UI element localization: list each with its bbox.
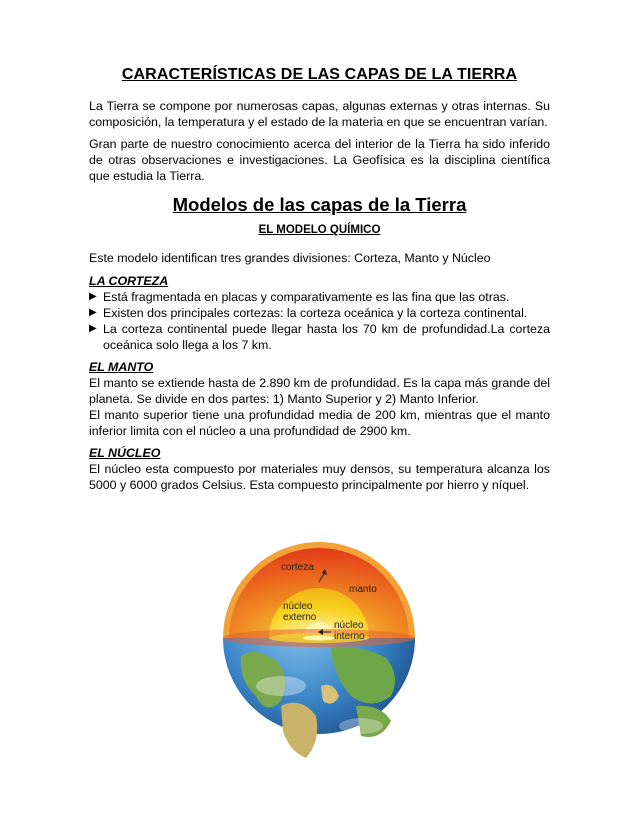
list-item	[89, 321, 550, 353]
manto-text-2: El manto superior tiene una profundidad media de 200 km, mientras que el manto inferior limita con el núcleo a una profundidad de 2900 km.	[89, 408, 550, 438]
intro-paragraph-2: Gran parte de nuestro conocimiento acerca del interior de la Tierra ha sido inferido de otras observaciones e investigaciones. La Geofísica es la disciplina científica que estudia la Tierra.	[89, 137, 550, 183]
right-triangle-icon: ▶	[89, 291, 97, 302]
corteza-bullet-list	[89, 289, 550, 353]
label-corteza: corteza	[281, 562, 314, 573]
bullet-text: Existen dos principales cortezas: la corteza oceánica y la corteza continental.	[103, 306, 528, 320]
manto-section	[89, 359, 550, 439]
list-item	[89, 305, 550, 321]
nucleo-section	[89, 445, 550, 493]
document-title: CARACTERÍSTICAS DE LAS CAPAS DE LA TIERRA	[121, 66, 518, 83]
earth-layers-figure	[221, 536, 417, 786]
nucleo-text: El núcleo esta compuesto por materiales muy densos, su temperatura alcanza los 5000 y 6000 grados Celsius. Esta compuesto principalmente por hierro y níquel.	[89, 462, 550, 492]
right-triangle-icon: ▶	[89, 323, 97, 334]
models-heading: Modelos de las capas de la Tierra	[172, 194, 467, 215]
model-subheading: EL MODELO QUÍMICO	[258, 224, 381, 236]
bullet-text: La corteza continental puede llegar hasta los 70 km de profundidad.La corteza oceánica solo llega a los 7 km.	[103, 322, 550, 352]
document-content	[89, 66, 550, 499]
corteza-section	[89, 273, 550, 353]
list-item	[89, 289, 550, 305]
model-intro: Este modelo identifican tres grandes divisiones: Corteza, Manto y Núcleo	[89, 251, 491, 265]
label-nucleo-externo-2: externo	[283, 612, 317, 623]
manto-title: EL MANTO	[89, 360, 154, 374]
label-nucleo-interno-1: núcleo	[334, 620, 364, 631]
corteza-title: LA CORTEZA	[89, 274, 169, 288]
label-manto: manto	[349, 584, 377, 595]
label-nucleo-externo-1: núcleo	[283, 601, 313, 612]
intro-paragraph-1: La Tierra se compone por numerosas capas, algunas externas y otras internas. Su composición, la temperatura y el estado de la materia en que se encuentran varían.	[89, 99, 550, 129]
right-triangle-icon: ▶	[89, 307, 97, 318]
earth-layers-illustration	[221, 536, 417, 786]
label-nucleo-interno-2: interno	[334, 631, 365, 642]
bullet-text: Está fragmentada en placas y comparativamente es las fina que las otras.	[103, 290, 510, 304]
manto-text-1: El manto se extiende hasta de 2.890 km de profundidad. Es la capa más grande del planeta. Se divide en dos partes: 1) Manto Superior y 2) Manto Inferior.	[89, 376, 550, 406]
nucleo-title: EL NÚCLEO	[89, 446, 161, 460]
